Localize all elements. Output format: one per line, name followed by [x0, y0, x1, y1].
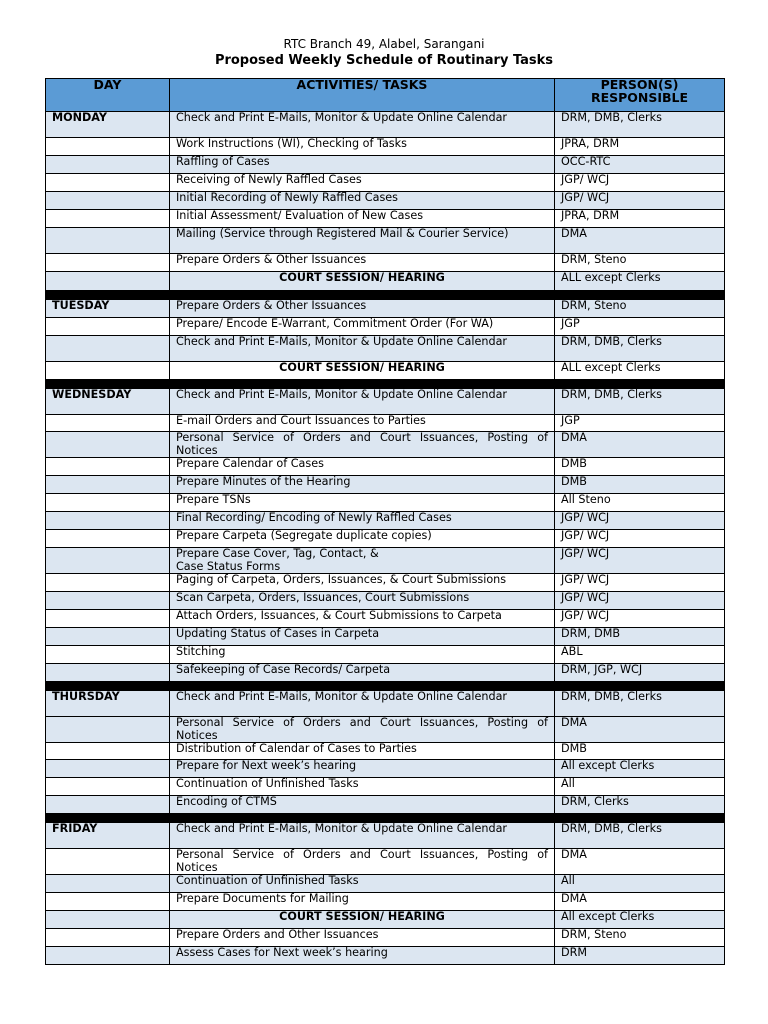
task-cell: Check and Print E-Mails, Monitor & Update Online Calendar — [170, 336, 555, 362]
task-cell: Raffling of Cases — [170, 156, 555, 174]
person-cell: JGP/ WCJ — [555, 610, 725, 628]
day-separator — [46, 380, 725, 389]
person-cell: DRM, Steno — [555, 300, 725, 318]
table-row — [46, 318, 725, 336]
task-cell: Receiving of Newly Raffled Cases — [170, 174, 555, 192]
day-cell — [46, 893, 170, 911]
task-cell: Stitching — [170, 646, 555, 664]
day-cell: THURSDAY — [46, 691, 170, 717]
table-row — [46, 192, 725, 210]
person-cell: DMB — [555, 458, 725, 476]
table-row — [46, 530, 725, 548]
task-cell: Personal Service of Orders and Court Issuances, Posting of Notices — [170, 717, 555, 743]
day-cell — [46, 494, 170, 512]
task-cell: Prepare Orders & Other Issuances — [170, 254, 555, 272]
task-cell: E-mail Orders and Court Issuances to Parties — [170, 415, 555, 432]
task-cell: Prepare TSNs — [170, 494, 555, 512]
separator-bar — [46, 380, 725, 389]
task-cell: Prepare Carpeta (Segregate duplicate copies) — [170, 530, 555, 548]
table-row — [46, 947, 725, 965]
person-cell: DMA — [555, 717, 725, 743]
person-cell: JGP/ WCJ — [555, 592, 725, 610]
day-cell — [46, 156, 170, 174]
table-row — [46, 228, 725, 254]
person-cell: JPRA, DRM — [555, 210, 725, 228]
person-cell: DRM, DMB — [555, 628, 725, 646]
person-cell: JGP — [555, 415, 725, 432]
person-cell: JGP/ WCJ — [555, 174, 725, 192]
table-row — [46, 336, 725, 362]
separator-bar — [46, 291, 725, 300]
person-cell: JGP/ WCJ — [555, 192, 725, 210]
task-cell: Check and Print E-Mails, Monitor & Update Online Calendar — [170, 691, 555, 717]
day-cell — [46, 174, 170, 192]
schedule-table — [45, 78, 725, 965]
person-cell: DRM, DMB, Clerks — [555, 389, 725, 415]
court-session-label: COURT SESSION/ HEARING — [170, 911, 555, 929]
person-cell: JGP — [555, 318, 725, 336]
task-cell: Check and Print E-Mails, Monitor & Update Online Calendar — [170, 389, 555, 415]
day-cell — [46, 228, 170, 254]
day-cell — [46, 272, 170, 291]
day-cell — [46, 760, 170, 778]
day-cell — [46, 458, 170, 476]
person-cell: DMA — [555, 849, 725, 875]
task-cell: Paging of Carpeta, Orders, Issuances, & Court Submissions — [170, 574, 555, 592]
table-row — [46, 929, 725, 947]
person-cell: All — [555, 875, 725, 893]
task-cell: Prepare Minutes of the Hearing — [170, 476, 555, 494]
person-cell: DRM, Steno — [555, 254, 725, 272]
task-cell: Prepare for Next week’s hearing — [170, 760, 555, 778]
day-cell — [46, 778, 170, 796]
person-cell: ALL except Clerks — [555, 362, 725, 380]
court-session-row — [46, 272, 725, 291]
table-row — [46, 415, 725, 432]
task-cell: Continuation of Unfinished Tasks — [170, 875, 555, 893]
person-cell: JPRA, DRM — [555, 138, 725, 156]
table-row — [46, 210, 725, 228]
document-title: Proposed Weekly Schedule of Routinary Tasks — [214, 53, 554, 68]
day-separator — [46, 291, 725, 300]
court-branch-header: RTC Branch 49, Alabel, Sarangani — [283, 37, 485, 51]
person-cell: DRM, DMB, Clerks — [555, 823, 725, 849]
person-cell: DRM — [555, 947, 725, 965]
person-cell: All except Clerks — [555, 760, 725, 778]
table-row — [46, 254, 725, 272]
column-header-day: DAY — [46, 79, 170, 112]
day-separator — [46, 814, 725, 823]
day-cell — [46, 610, 170, 628]
separator-bar — [46, 682, 725, 691]
table-row — [46, 138, 725, 156]
table-row — [46, 476, 725, 494]
day-cell — [46, 743, 170, 760]
person-cell: JGP/ WCJ — [555, 574, 725, 592]
table-row — [46, 849, 725, 875]
table-row — [46, 174, 725, 192]
day-cell — [46, 318, 170, 336]
person-cell: DMB — [555, 476, 725, 494]
day-cell — [46, 574, 170, 592]
table-row — [46, 592, 725, 610]
table-row — [46, 796, 725, 814]
person-cell: ALL except Clerks — [555, 272, 725, 291]
task-cell: Prepare/ Encode E-Warrant, Commitment Order (For WA) — [170, 318, 555, 336]
day-separator — [46, 682, 725, 691]
person-cell: JGP/ WCJ — [555, 512, 725, 530]
day-cell — [46, 254, 170, 272]
day-cell: TUESDAY — [46, 300, 170, 318]
table-row — [46, 717, 725, 743]
table-row — [46, 664, 725, 682]
task-cell: Prepare Orders and Other Issuances — [170, 929, 555, 947]
column-header-activities: ACTIVITIES/ TASKS — [170, 79, 555, 112]
table-row — [46, 112, 725, 138]
court-session-row — [46, 362, 725, 380]
table-row — [46, 778, 725, 796]
table-row — [46, 628, 725, 646]
day-cell — [46, 512, 170, 530]
day-cell — [46, 664, 170, 682]
day-cell — [46, 415, 170, 432]
task-cell: Personal Service of Orders and Court Issuances, Posting of Notices — [170, 432, 555, 458]
task-cell: Final Recording/ Encoding of Newly Raffled Cases — [170, 512, 555, 530]
table-row — [46, 458, 725, 476]
day-cell — [46, 210, 170, 228]
task-cell: Check and Print E-Mails, Monitor & Update Online Calendar — [170, 112, 555, 138]
separator-bar — [46, 814, 725, 823]
day-cell — [46, 628, 170, 646]
day-cell — [46, 548, 170, 574]
day-cell: FRIDAY — [46, 823, 170, 849]
court-session-label: COURT SESSION/ HEARING — [170, 272, 555, 291]
day-cell — [46, 592, 170, 610]
table-row — [46, 300, 725, 318]
person-cell: JGP/ WCJ — [555, 548, 725, 574]
task-cell: Scan Carpeta, Orders, Issuances, Court Submissions — [170, 592, 555, 610]
task-cell: Check and Print E-Mails, Monitor & Update Online Calendar — [170, 823, 555, 849]
table-row — [46, 875, 725, 893]
schedule-body — [46, 112, 725, 965]
table-row — [46, 432, 725, 458]
day-cell: WEDNESDAY — [46, 389, 170, 415]
table-row — [46, 512, 725, 530]
task-cell: Distribution of Calendar of Cases to Parties — [170, 743, 555, 760]
person-cell: DRM, JGP, WCJ — [555, 664, 725, 682]
person-cell: OCC-RTC — [555, 156, 725, 174]
table-row — [46, 156, 725, 174]
person-cell: ABL — [555, 646, 725, 664]
table-header-row — [46, 79, 725, 112]
table-row — [46, 574, 725, 592]
task-cell: Updating Status of Cases in Carpeta — [170, 628, 555, 646]
day-cell — [46, 717, 170, 743]
task-cell: Attach Orders, Issuances, & Court Submissions to Carpeta — [170, 610, 555, 628]
day-cell — [46, 362, 170, 380]
table-row — [46, 494, 725, 512]
task-cell: Prepare Orders & Other Issuances — [170, 300, 555, 318]
task-cell: Safekeeping of Case Records/ Carpeta — [170, 664, 555, 682]
person-cell: DRM, DMB, Clerks — [555, 112, 725, 138]
person-cell: All Steno — [555, 494, 725, 512]
court-session-label: COURT SESSION/ HEARING — [170, 362, 555, 380]
day-cell — [46, 796, 170, 814]
person-cell: All — [555, 778, 725, 796]
person-cell: DRM, DMB, Clerks — [555, 691, 725, 717]
day-cell — [46, 476, 170, 494]
task-cell: Encoding of CTMS — [170, 796, 555, 814]
day-cell — [46, 530, 170, 548]
table-row — [46, 760, 725, 778]
person-cell: DMA — [555, 432, 725, 458]
person-cell: DMB — [555, 743, 725, 760]
task-cell: Work Instructions (WI), Checking of Tasks — [170, 138, 555, 156]
day-cell — [46, 336, 170, 362]
day-cell — [46, 192, 170, 210]
task-cell: Prepare Documents for Mailing — [170, 893, 555, 911]
table-row — [46, 893, 725, 911]
day-cell — [46, 432, 170, 458]
table-row — [46, 610, 725, 628]
task-cell: Continuation of Unfinished Tasks — [170, 778, 555, 796]
task-cell: Prepare Calendar of Cases — [170, 458, 555, 476]
person-cell: JGP/ WCJ — [555, 530, 725, 548]
person-cell: DMA — [555, 228, 725, 254]
day-cell: MONDAY — [46, 112, 170, 138]
task-cell: Mailing (Service through Registered Mail & Courier Service) — [170, 228, 555, 254]
task-cell: Initial Assessment/ Evaluation of New Cases — [170, 210, 555, 228]
day-cell — [46, 947, 170, 965]
day-cell — [46, 875, 170, 893]
column-header-persons: PERSON(S) RESPONSIBLE — [555, 79, 725, 112]
task-cell: Initial Recording of Newly Raffled Cases — [170, 192, 555, 210]
person-cell: DRM, Steno — [555, 929, 725, 947]
person-cell: DMA — [555, 893, 725, 911]
day-cell — [46, 911, 170, 929]
table-row — [46, 823, 725, 849]
task-cell: Assess Cases for Next week’s hearing — [170, 947, 555, 965]
person-cell: DRM, DMB, Clerks — [555, 336, 725, 362]
day-cell — [46, 849, 170, 875]
day-cell — [46, 646, 170, 664]
person-cell: All except Clerks — [555, 911, 725, 929]
court-session-row — [46, 911, 725, 929]
person-cell: DRM, Clerks — [555, 796, 725, 814]
task-cell: Personal Service of Orders and Court Issuances, Posting of Notices — [170, 849, 555, 875]
day-cell — [46, 929, 170, 947]
day-cell — [46, 138, 170, 156]
table-row — [46, 691, 725, 717]
table-row — [46, 389, 725, 415]
table-row — [46, 646, 725, 664]
task-cell: Prepare Case Cover, Tag, Contact, & Case Status Forms — [170, 548, 555, 574]
table-row — [46, 548, 725, 574]
table-row — [46, 743, 725, 760]
